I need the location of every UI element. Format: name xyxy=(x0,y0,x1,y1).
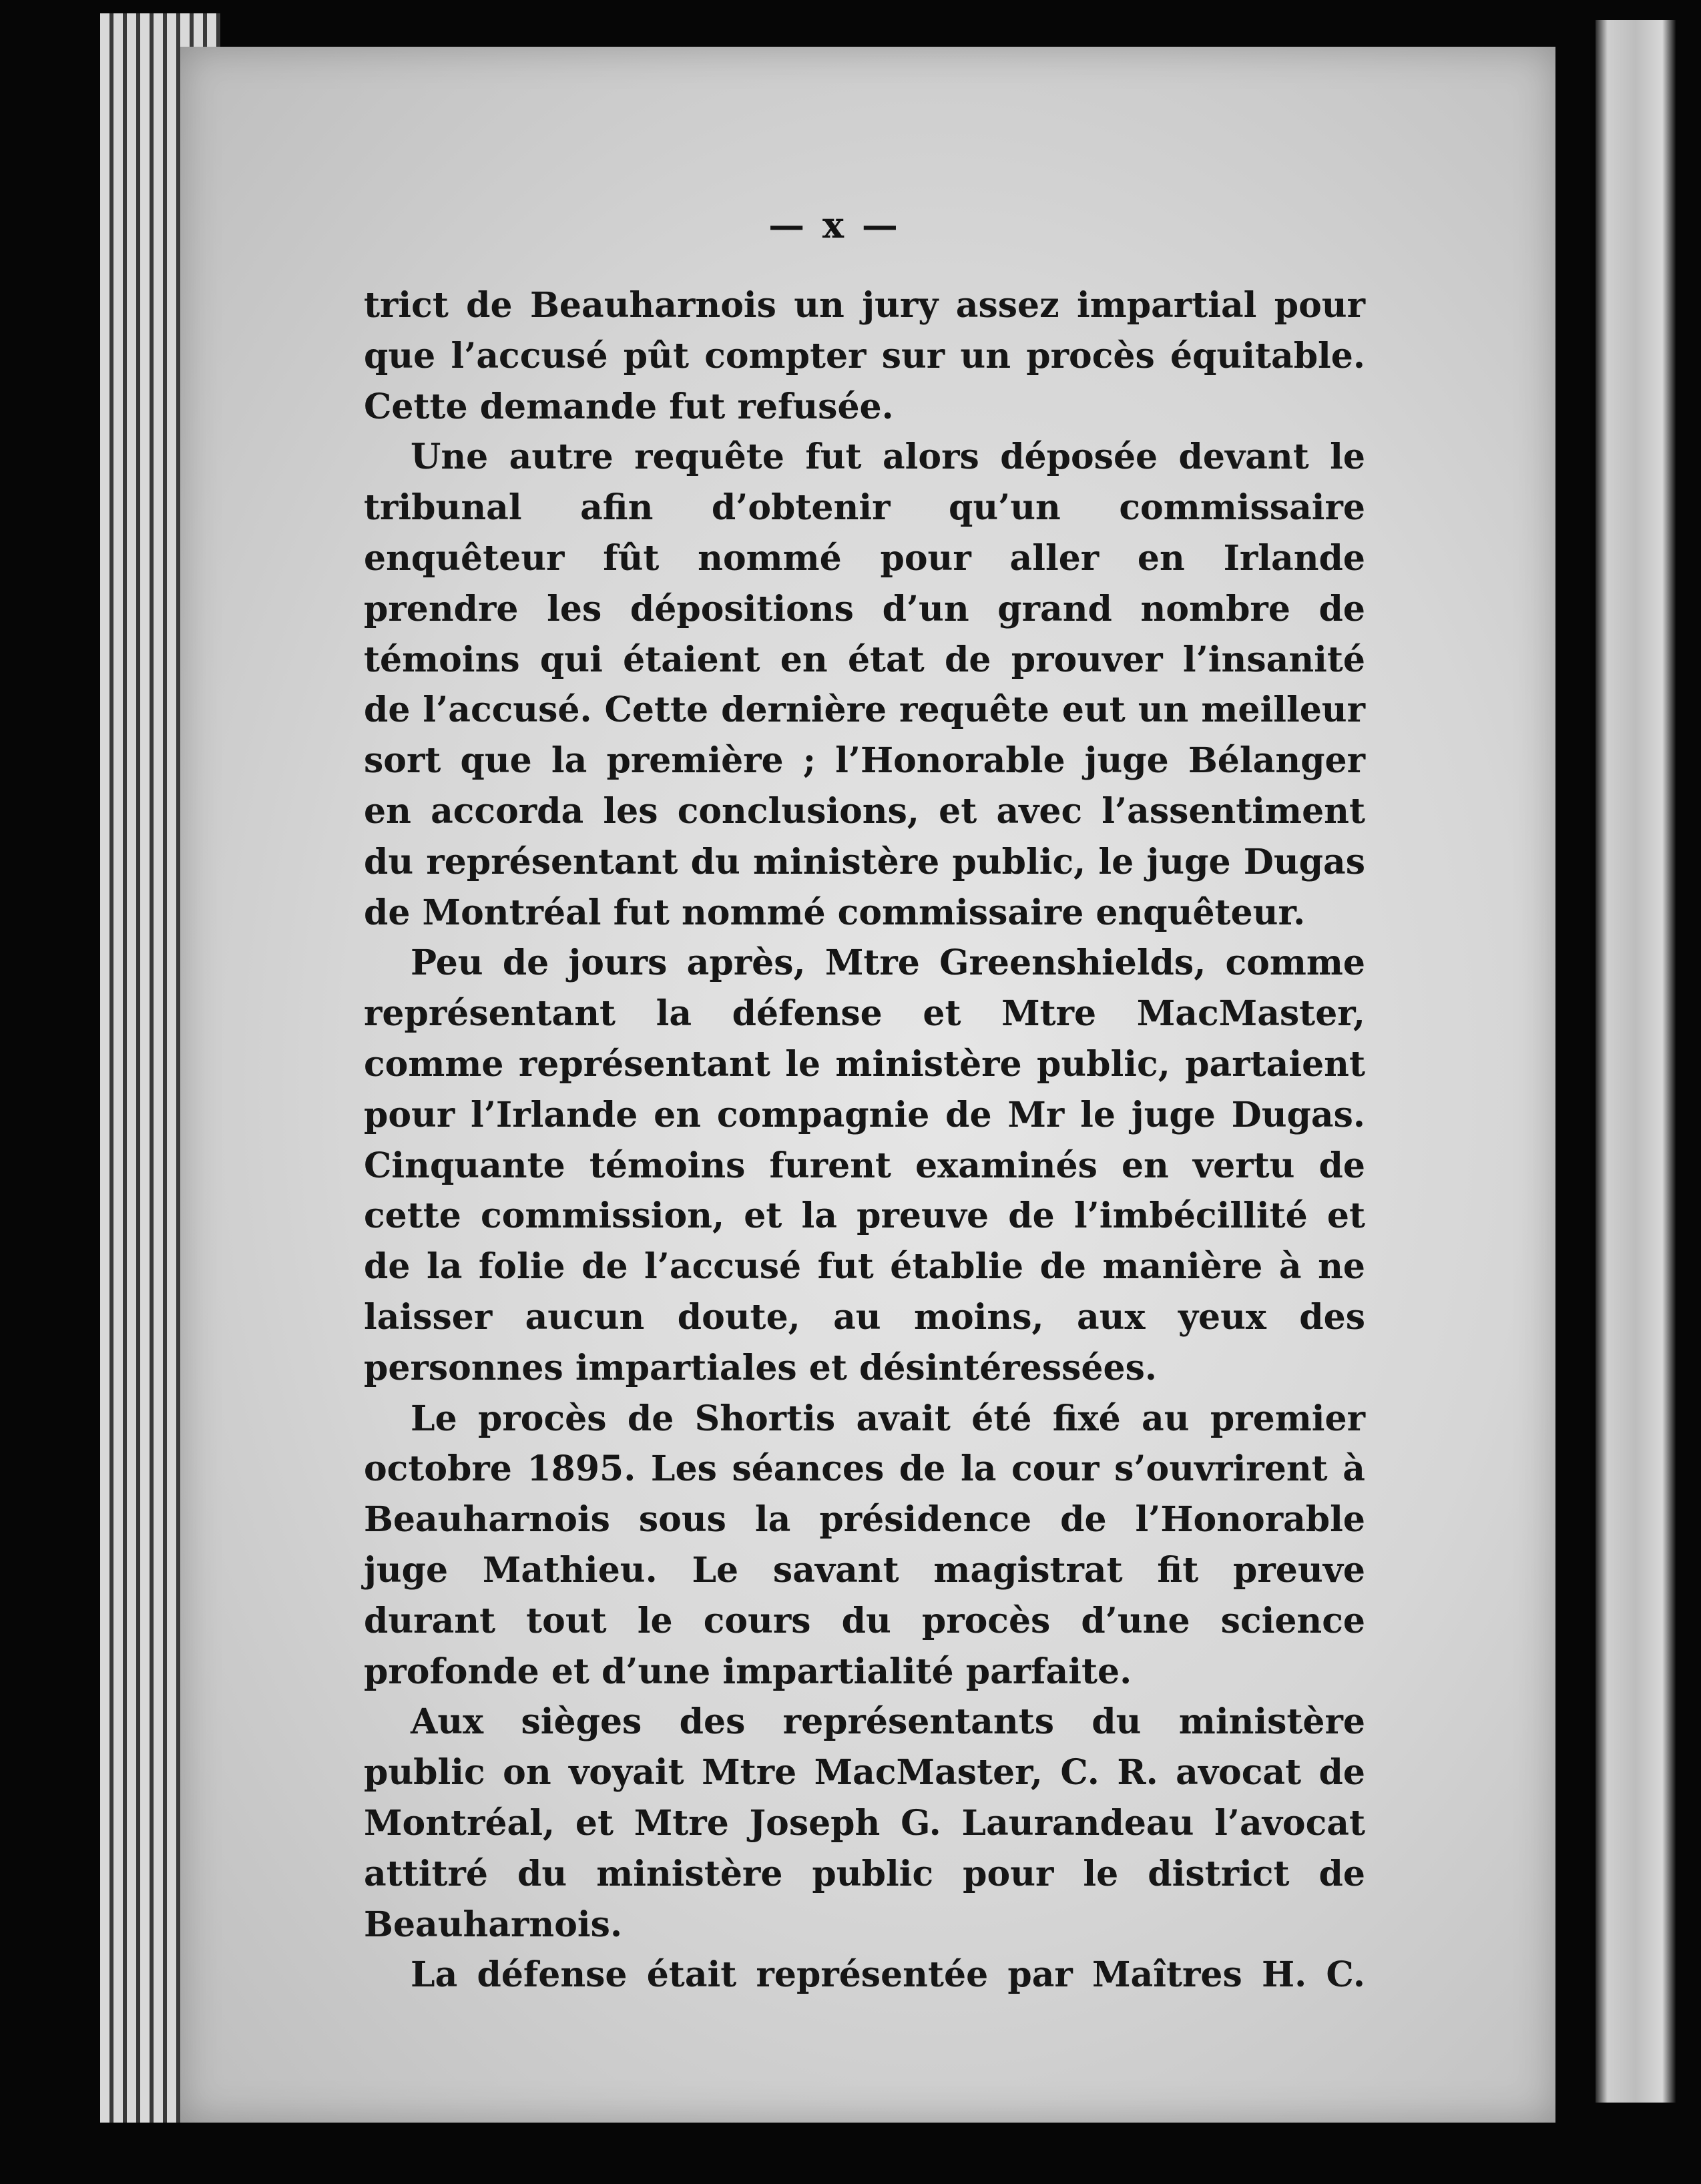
adjacent-page-edge xyxy=(1596,20,1676,2103)
paragraph-2: Une autre requête fut alors déposée devant le tribunal afin d’obtenir qu’un commissaire enquêteur fût nommé pour aller en Irlande prendre les dépositions d’un grand nombre de témoins qui étaient en état de prouver l’insanité de l’accusé. Cette dernière requête eut un meilleur sort que la première ; l’Honorable juge Bélanger en accorda les conclusions, et avec l’assentiment du représentant du ministère public, le juge Dugas de Montréal fut nommé commissaire enquêteur. xyxy=(364,437,1365,933)
paragraph-4: Le procès de Shortis avait été fixé au premier octobre 1895. Les séances de la cour s’ouvrirent à Beauharnois sous la présidence de l’Honorable juge Mathieu. Le savant magistrat fit preuve durant tout le cours du procès d’une science profonde et d’une impartialité parfaite. xyxy=(364,1398,1365,1692)
paragraph-5: Aux sièges des représentants du ministère public on voyait Mtre MacMaster, C. R. avocat de Montréal, et Mtre Joseph G. Laurandeau l’avocat attitré du ministère public pour le district de Beauharnois. xyxy=(364,1701,1365,1945)
paragraph-1: trict de Beauharnois un jury assez impartial pour que l’accusé pût compter sur un procès équitable. Cette demande fut refusée. xyxy=(364,285,1365,427)
paragraph-3: Peu de jours après, Mtre Greenshields, comme représentant la défense et Mtre MacMaster, comme représentant le ministère public, partaient pour l’Irlande en compagnie de Mr le juge Dugas. Cinquante témoins furent examinés en vertu de cette commission, et la preuve de l’imbécillité et de la folie de l’accusé fut établie de manière à ne laisser aucun doute, au moins, aux yeux des personnes impartiales et désintéressées. xyxy=(364,942,1365,1388)
paragraph-6: La défense était représentée par Maîtres H. C. xyxy=(411,1954,1365,1996)
page-number: — x — xyxy=(768,204,901,246)
body-text xyxy=(364,280,1365,2000)
